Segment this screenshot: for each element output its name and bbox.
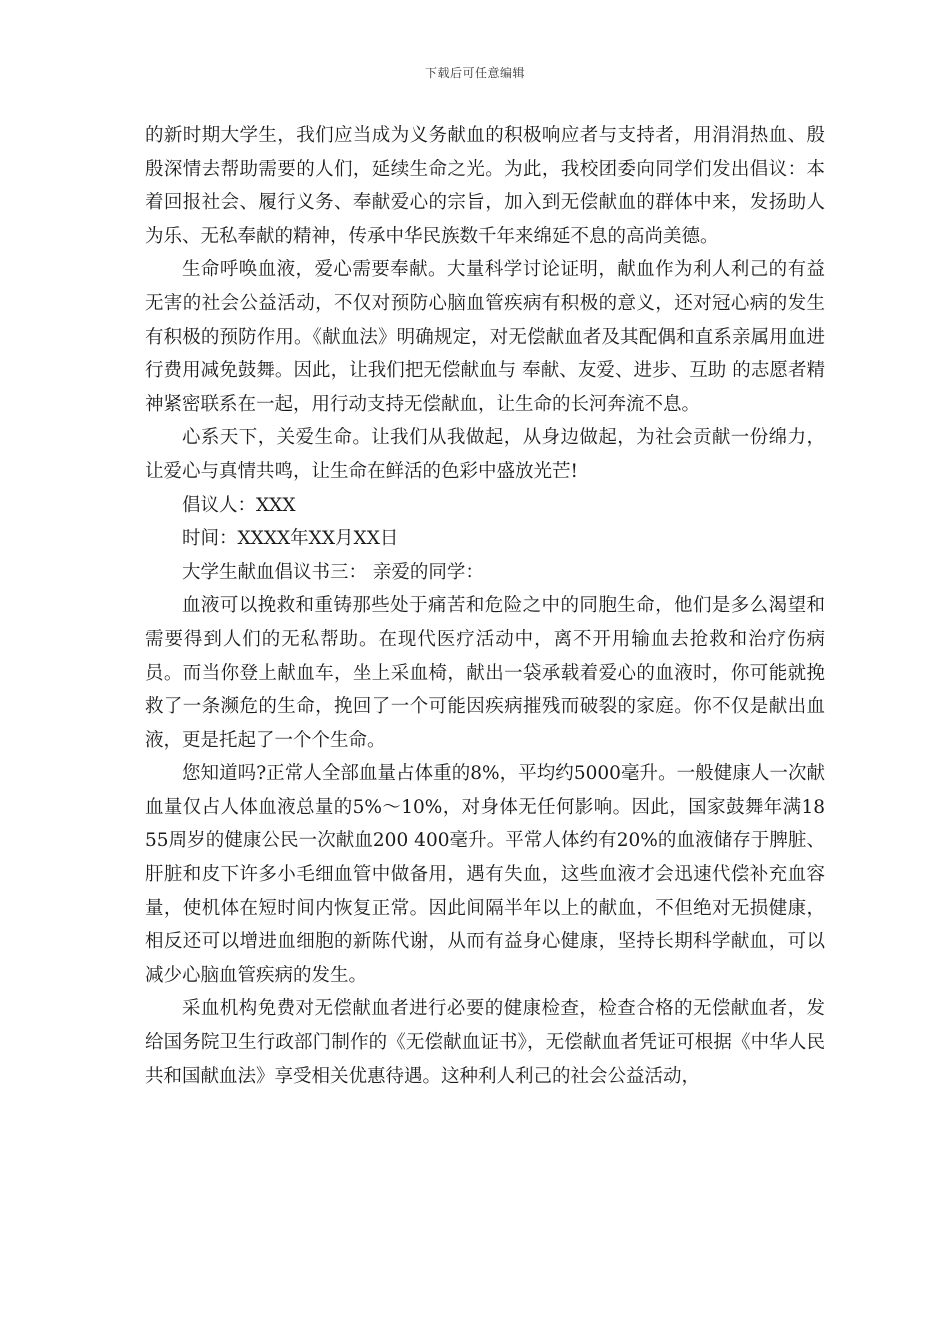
paragraph: 生命呼唤血液，爱心需要奉献。大量科学讨论证明，献血作为利人利己的有益无害的社会公益活动，不仅对预防心脑血管疾病有积极的意义，还对冠心病的发生有积极的预防作用。《献血法》明确规定，对无偿献血者及其配偶和直系亲属用血进行费用减免鼓舞。因此，让我们把无偿献血与 奉献、友爱、进步、互助 的志愿者精神紧密联系在一起，用行动支持无偿献血，让生命的长河奔流不息。 <box>145 259 825 415</box>
paragraph: 心系天下，关爱生命。让我们从我做起，从身边做起，为社会贡献一份绵力，让爱心与真情共鸣，让生命在鲜活的色彩中盛放光芒! <box>145 427 825 482</box>
date-line: 时间：XXXX年XX月XX日 <box>182 528 399 550</box>
paragraph: 采血机构免费对无偿献血者进行必要的健康检查，检查合格的无偿献血者，发给国务院卫生行政部门制作的《无偿献血证书》，无偿献血者凭证可根据《中华人民共和国献血法》享受相关优惠待遇。这种利人利己的社会公益活动， <box>145 998 825 1087</box>
header-note: 下载后可任意编辑 <box>424 66 525 80</box>
paragraph: 您知道吗?正常人全部血量占体重的8%，平均约5000毫升。一般健康人一次献血量仅占人体血液总量的5%～10%，对身体无任何影响。因此，国家鼓舞年满18 55周岁的健康公民一次献血200 400毫升。平常人体约有20%的血液储存于脾脏、肝脏和皮下许多小毛细血管中做备用，遇有失血，这些血液才会迅速代偿补充血容量，使机体在短时间内恢复正常。因此间隔半年以上的献血，不但绝对无损健康，相反还可以增进血细胞的新陈代谢，从而有益身心健康，坚持长期科学献血，可以减少心脑血管疾病的发生。 <box>145 763 825 986</box>
paragraph-continuation: 的新时期大学生，我们应当成为义务献血的积极响应者与支持者，用涓涓热血、殷殷深情去帮助需要的人们，延续生命之光。为此，我校团委向同学们发出倡议：本着回报社会、履行义务、奉献爱心的宗旨，加入到无偿献血的群体中来，发扬助人为乐、无私奉献的精神，传承中华民族数千年来绵延不息的高尚美德。 <box>145 125 825 247</box>
initiator-line: 倡议人：XXX <box>182 494 296 516</box>
paragraph: 血液可以挽救和重铸那些处于痛苦和危险之中的同胞生命，他们是多么渴望和需要得到人们的无私帮助。在现代医疗活动中，离不开用输血去抢救和治疗伤病员。而当你登上献血车，坐上采血椅，献出一袋承载着爱心的血液时，你可能就挽救了一条濒危的生命，挽回了一个可能因疾病摧残而破裂的家庭。你不仅是献出血液，更是托起了一个个生命。 <box>145 595 825 751</box>
document-body <box>145 119 825 1093</box>
section-heading: 大学生献血倡议书三： 亲爱的同学： <box>182 561 484 583</box>
